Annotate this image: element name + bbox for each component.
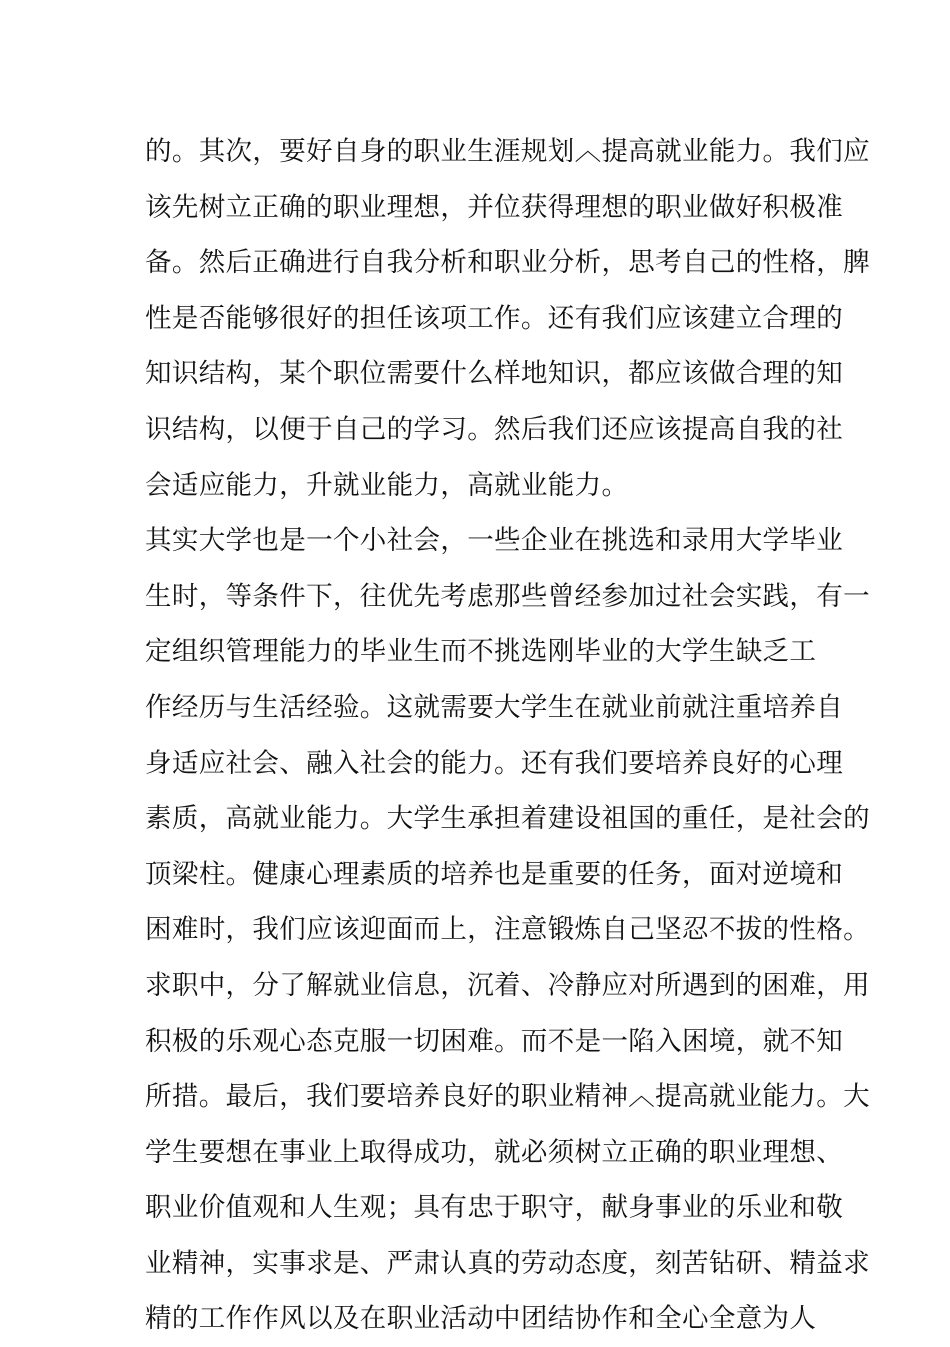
text-line: 性是否能够很好的担任该项工作。还有我们应该建立合理的	[145, 302, 844, 334]
text-line: 的。其次，要好自身的职业生涯规划︿提高就业能力。我们应	[145, 136, 870, 167]
text-line: 所措。最后，我们要培养良好的职业精神︿提高就业能力。大	[145, 1081, 870, 1113]
text-line: 会适应能力，升就业能力，高就业能力。	[145, 469, 629, 501]
text-line: 素质，高就业能力。大学生承担着建设祖国的重任，是社会的	[145, 803, 870, 835]
text-line: 知识结构，某个职位需要什么样地知识，都应该做合理的知	[145, 358, 844, 390]
text-line: 顶梁柱。健康心理素质的培养也是重要的任务，面对逆境和	[145, 858, 844, 890]
text-line: 职业价值观和人生观；具有忠于职守，献身事业的乐业和敬	[145, 1192, 844, 1224]
text-line: 定组织管理能力的毕业生而不挑选刚毕业的大学生缺乏工	[145, 636, 817, 668]
text-line: 精的工作作风以及在职业活动中团结协作和全心全意为人	[145, 1303, 817, 1335]
text-line: 备。然后正确进行自我分析和职业分析，思考自己的性格，脾	[145, 247, 870, 279]
text-line: 积极的乐观心态克服一切困难。而不是一陷入困境，就不知	[145, 1025, 844, 1057]
text-line: 困难时，我们应该迎面而上，注意锻炼自己坚忍不拔的性格。	[145, 914, 870, 946]
text-line: 作经历与生活经验。这就需要大学生在就业前就注重培养自	[145, 691, 844, 723]
text-line: 生时，等条件下，往优先考虑那些曾经参加过社会实践，有一	[145, 580, 870, 612]
text-line: 识结构，以便于自己的学习。然后我们还应该提高自我的社	[145, 413, 844, 445]
text-line: 学生要想在事业上取得成功，就必须树立正确的职业理想、	[145, 1136, 844, 1168]
text-line: 求职中，分了解就业信息，沉着、冷静应对所遇到的困难，用	[145, 969, 870, 1001]
text-line: 身适应社会、融入社会的能力。还有我们要培养良好的心理	[145, 747, 844, 779]
body-text	[145, 124, 870, 1347]
text-line: 该先树立正确的职业理想，并位获得理想的职业做好积极准	[145, 191, 844, 223]
text-line: 业精神，实事求是、严肃认真的劳动态度，刻苦钻研、精益求	[145, 1247, 870, 1279]
text-line: 其实大学也是一个小社会，一些企业在挑选和录用大学毕业	[145, 525, 844, 557]
